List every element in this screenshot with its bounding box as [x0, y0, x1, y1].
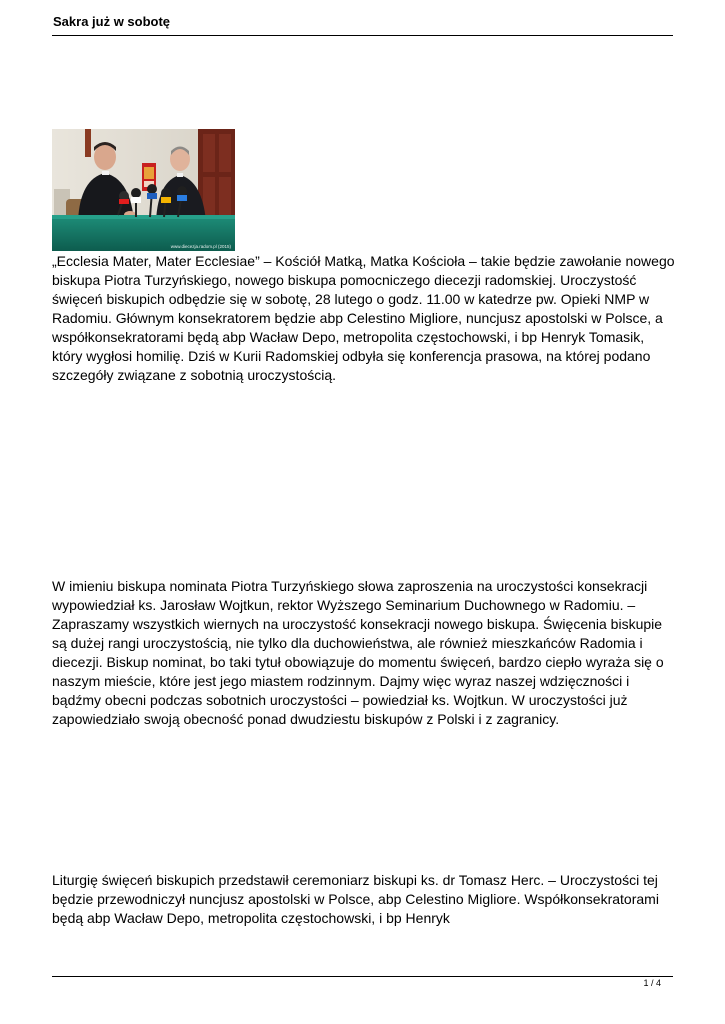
article-paragraph: W imieniu biskupa nominata Piotra Turzyńskiego słowa zaproszenia na uroczystości konsekracji wypowiedział ks. Jarosław Wojtkun, rektor Wyższego Seminarium Duchownego w Radomiu. – Zapraszamy wszystkich wiernych na uroczystość konsekracji nowego biskupa. Święcenia biskupie są dużej rangi uroczystością, nie tylko dla duchowieństwa, ale również mieszkańców Radomia i diecezji. Biskup nominat, bo taki tytuł obowiązuje do momentu święceń, bardzo ciepło wyraża się o naszym mieście, które jest jego miastem rodzinnym. Dajmy więc wyraz naszej wdzięczności i bądźmy obecni podczas sobotnich uroczystości – powiedział ks. Wojtkun. W uroczystości już zapowiedziało swoją obecność ponad dwudziestu biskupów z Polski i z zagranicy. — [52, 578, 664, 727]
page-number: 1 / 4 — [643, 978, 661, 988]
document-title: Sakra już w sobotę — [53, 14, 171, 29]
article-paragraph: Liturgię święceń biskupich przedstawił ceremoniarz biskupi ks. dr Tomasz Herc. – Uroczystości tej będzie przewodniczył nuncjusz apostolski w Polsce, abp Celestino Migliore. Współkonsekratorami będą abp Wacław Depo, metropolita częstochowski, i bp Henryk — [52, 872, 659, 926]
article-paragraph: „Ecclesia Mater, Mater Ecclesiae” – Kościół Matką, Matka Kościoła – takie będzie zawołanie nowego biskupa Piotra Turzyńskiego, nowego biskupa pomocniczego diecezji radomskiej. Uroczystość święceń biskupich odbędzie się w sobotę, 28 lutego o godz. 11.00 w katedrze pw. Opieki NMP w Radomiu. Głównym konsekratorem będzie abp Celestino Migliore, nuncjusz apostolski w Polsce, a współkonsekratorami będą abp Wacław Depo, metropolita częstochowski, i bp Henryk Tomasik, który wygłosi homilię. Dziś w Kurii Radomskiej odbyła się konferencja prasowa, na której podano szczegóły związane z sobotnią uroczystością. — [52, 253, 675, 383]
photo-caption: www.diecezja.radom.pl (2015) — [170, 244, 231, 249]
header-divider — [52, 35, 673, 36]
footer-divider — [52, 976, 673, 977]
press-conference-photo — [52, 129, 235, 251]
